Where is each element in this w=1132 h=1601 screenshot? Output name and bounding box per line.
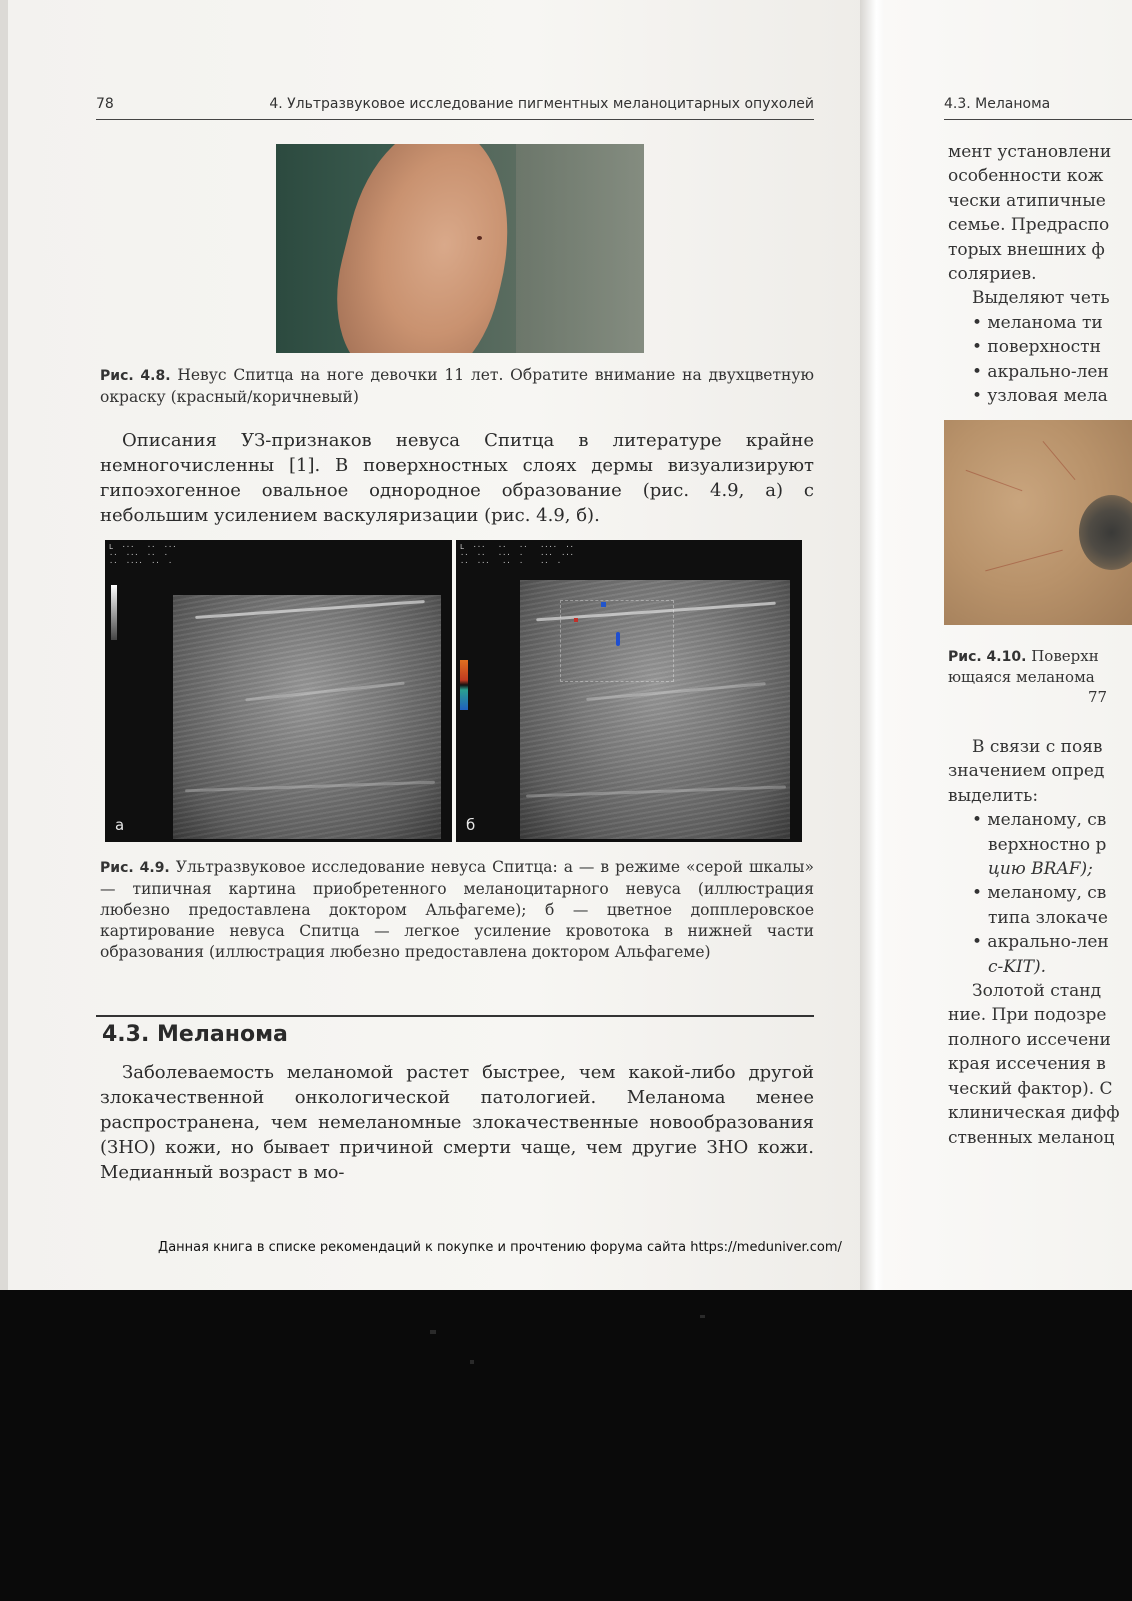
scanner-readout: L ··· ·· ·· ···· ·· ·· ·· ··· · ··· ··· ·· ··· ·· · ·· · <box>460 543 574 567</box>
running-head: 4. Ультразвуковое исследование пигментных меланоцитарных опухолей <box>269 96 814 112</box>
header-rule <box>96 119 814 120</box>
scanner-background <box>0 1290 1132 1601</box>
nevus-spot <box>477 236 482 240</box>
header-rule <box>944 119 1132 120</box>
doppler-color-bar <box>460 660 468 710</box>
figure-4-10-dermoscopy <box>944 420 1132 625</box>
right-column-top: мент установлени особенности кож чески атипичные семье. Предраспо торых внешних ф соляриев. Выделяют четь • меланома ти • поверхностн • акрально-лен • узловая мела <box>948 142 1112 407</box>
panel-letter: а <box>115 816 125 834</box>
section-heading: 4.3. Меланома <box>102 1022 288 1047</box>
caption-text: Невус Спитца на ноге девочки 11 лет. Обратите внимание на двухцветную окраску (красный/коричневый) <box>100 366 814 406</box>
paragraph: Описания УЗ-признаков невуса Спитца в литературе крайне немногочисленны [1]. В поверхностных слоях дермы визуализируют гипоэхогенное овальное однородное образование (рис. 4.9, а) с небольшим усилением васкуляризации (рис. 4.9, б). <box>100 430 814 526</box>
figure-4-8-photo <box>276 144 644 353</box>
right-column-bottom: В связи с появ значением опред выделить: • меланому, св верхностно р цию BRAF); • меланому, св типа злокаче • акрально-лен с-KIT). Золотой станд ние. При подозре полного иссечени края иссечения в ческий фактор). С клиническая дифф ственных меланоц <box>948 737 1120 1148</box>
figure-4-9-caption <box>100 857 814 963</box>
running-head-right: 4.3. Меланома <box>944 96 1051 112</box>
caption-text: Ультразвуковое исследование невуса Спитца: а — в режиме «серой шкалы» — типичная картина приобретенного меланоцитарного невуса (иллюстрация любезно предоставлена доктором Альфагеме); б — цветное допплеровское картирование невуса Спитца — легкое усиление кровотока в нижней части образования (иллюстрация любезно предоставлена доктором Альфагеме) <box>100 858 814 961</box>
color-box <box>560 600 674 682</box>
paragraph: Заболеваемость меланомой растет быстрее, чем какой-либо другой злокачественной онкологической патологией. Меланома менее распространена, чем немеланомные злокачественные новообразования (ЗНО) кожи, но бывает причиной смерти чаще, чем другие ЗНО кожи. Медианный возраст в мо- <box>100 1062 814 1183</box>
footer-note: Данная книга в списке рекомендаций к покупке и прочтению форума сайта https://meduniver.com/ <box>158 1240 842 1255</box>
leg-image <box>317 144 535 353</box>
scanner-readout: L ··· ·· ··· ·· ··· ·· · ·· ···· ·· · <box>109 543 177 567</box>
melanoma-lesion <box>1079 495 1132 570</box>
page-number: 78 <box>96 96 114 112</box>
figure-label: Рис. 4.8. <box>100 368 171 384</box>
figure-4-10-caption: Рис. 4.10. Поверхн ющаяся меланома 77 <box>948 647 1108 706</box>
panel-letter: б <box>466 816 476 834</box>
ultrasound-panel-b <box>456 540 802 842</box>
grayscale-bar <box>111 585 117 640</box>
figure-4-8-caption <box>100 365 814 408</box>
figure-label: Рис. 4.9. <box>100 860 170 876</box>
ultrasound-panel-a <box>105 540 452 842</box>
section-rule <box>96 1015 814 1017</box>
